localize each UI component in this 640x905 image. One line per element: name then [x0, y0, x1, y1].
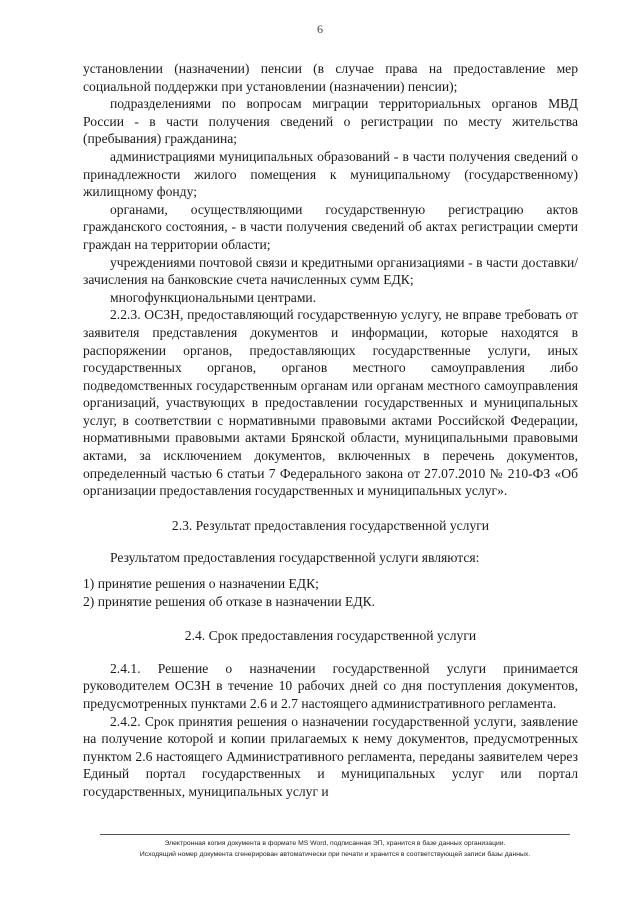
paragraph-2-2-3: 2.2.3. ОСЗН, предоставляющий государственную услугу, не вправе требовать от заявителя представления документов и информации, которые находятся в распоряжении органов, предоставляющих государственные услуги, иных государственных органов, органов местного самоуправления либо подведомственных государственным органам или органам местного самоуправления организаций, участвующих в предоставлении государственных и муниципальных услуг, в соответствии с нормативными правовыми актами Российской Федерации, нормативными правовыми актами Брянской области, муниципальными правовыми актами, за исключением документов, включенных в перечень документов, определенный частью 6 статьи 7 Федерального закона от 27.07.2010 № 210-ФЗ «Об организации предоставления государственных и муниципальных услуг». [83, 307, 578, 499]
document-body [83, 60, 578, 801]
document-footer [100, 834, 570, 860]
result-item-2: 2) принятие решения об отказе в назначении ЕДК. [83, 593, 376, 609]
paragraph-2-4-1: 2.4.1. Решение о назначении государственной услуги принимается руководителем ОСЗН в течение 10 рабочих дней со дня поступления документов, предусмотренных пунктами 2.6 и 2.7 настоящего административного регламента. [83, 660, 578, 711]
page-number: 6 [317, 22, 323, 36]
paragraph-migration: подразделениями по вопросам миграции территориальных органов МВД России - в части получения сведений о регистрации по месту жительства (пребывания) гражданина; [83, 96, 578, 147]
paragraph-civil-registry: органами, осуществляющими государственную регистрацию актов гражданского состояния, - в части получения сведений об актах регистрации смерти граждан на территории области; [83, 201, 578, 252]
section-2-4-heading: 2.4. Срок предоставления государственной услуги [184, 628, 477, 644]
paragraph-municipal: администрациями муниципальных образований - в части получения сведений о принадлежности жилого помещения к муниципальному (государственному) жилищному фонду; [83, 148, 578, 200]
paragraph-2-4-2: 2.4.2. Срок принятия решения о назначении государственной услуги, заявление на получение которой и копии прилагаемых к нему документов, предусмотренных пунктом 2.6 настоящего Административного регламента, переданы заявителем через Единый портал государственных и муниципальных услуг или портал государственных, муниципальных услуг и [83, 713, 578, 799]
paragraph-pension: установлении (назначении) пенсии (в случае права на предоставление мер социальной поддержки при установлении (назначении) пенсии); [83, 61, 578, 94]
paragraph-mfc: многофункциональными центрами. [110, 289, 317, 305]
section-2-3-heading: 2.3. Результат предоставления государственной услуги [171, 517, 490, 533]
paragraph-postal: учреждениями почтовой связи и кредитными организациями - в части доставки/зачисления на банковские счета начисленных сумм ЕДК; [83, 254, 578, 288]
section-2-3-intro: Результатом предоставления государственной услуги являются: [110, 550, 480, 566]
spacer [83, 567, 578, 575]
result-item-1: 1) принятие решения о назначении ЕДК; [83, 576, 319, 592]
footer-line-1: Электронная копия документа в формате MS Word, подписанная ЭП, хранится в базе данных организации. [164, 840, 506, 847]
footer-line-2: Исходящий номер документа сгенерирован автоматически при печати и хранится в соответствующей записи базы данных. [139, 851, 531, 858]
